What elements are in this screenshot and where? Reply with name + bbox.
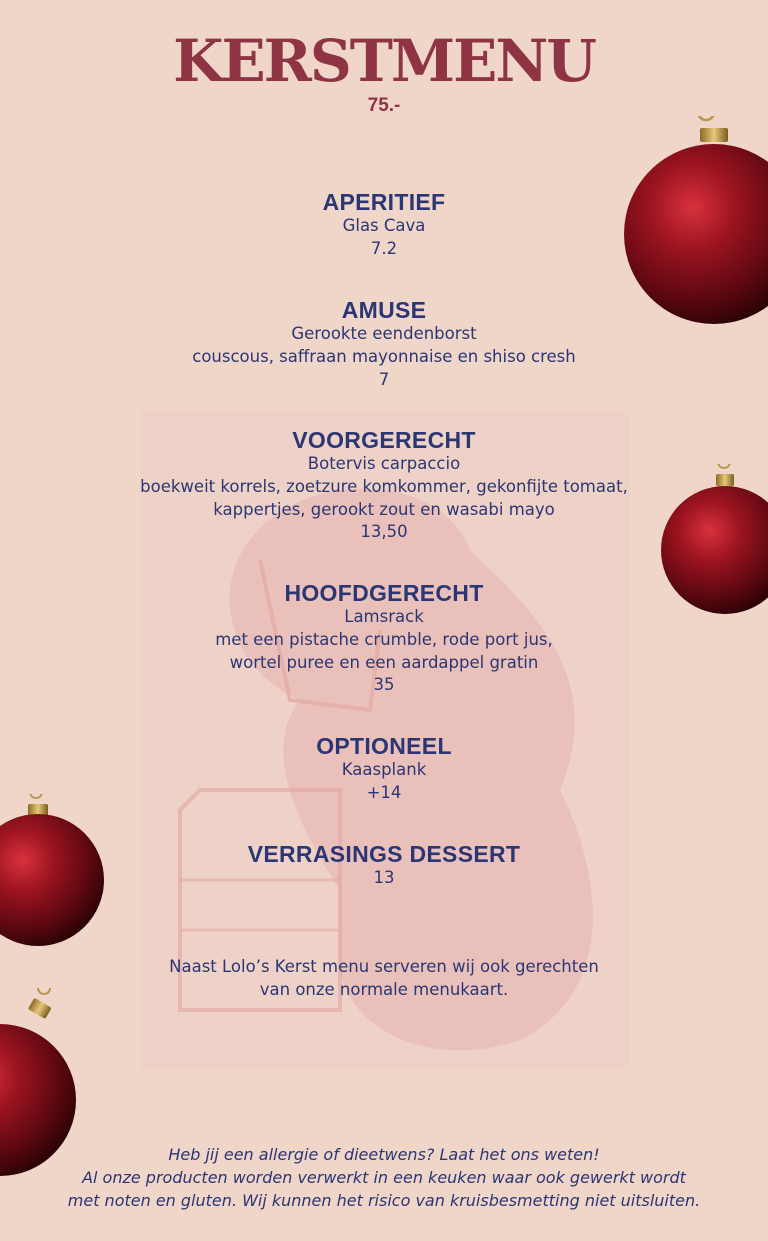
- course-hoofdgerecht: [0, 580, 768, 697]
- menu-price: 75.-: [367, 95, 401, 116]
- allergy-line: Heb jij een allergie of dieetwens? Laat het ons weten!: [168, 1145, 600, 1164]
- course-dish: Glas Cava: [342, 216, 426, 235]
- course-dish: Kaasplank: [341, 760, 427, 779]
- course-heading: VERRASINGS DESSERT: [247, 841, 521, 867]
- course-aperitief: [0, 189, 768, 261]
- course-optioneel: [0, 733, 768, 805]
- course-heading: AMUSE: [341, 297, 427, 323]
- course-dish: Lamsrack: [344, 607, 424, 626]
- course-heading: HOOFDGERECHT: [284, 580, 484, 606]
- course-heading: VOORGERECHT: [292, 427, 476, 453]
- course-price: 7.2: [370, 238, 398, 258]
- course-description: kappertjes, gerookt zout en wasabi mayo: [213, 499, 555, 519]
- allergy-line: Al onze producten worden verwerkt in een keuken waar ook gewerkt wordt: [82, 1168, 686, 1187]
- course-price: 13,50: [360, 522, 408, 542]
- course-price: 7: [378, 369, 390, 389]
- menu-note: [0, 955, 768, 1001]
- note-line: Naast Lolo’s Kerst menu serveren wij ook gerechten: [169, 957, 599, 976]
- course-heading: APERITIEF: [322, 189, 446, 215]
- course-amuse: [0, 297, 768, 391]
- course-price: 35: [373, 675, 395, 695]
- course-heading: OPTIONEEL: [316, 733, 452, 759]
- note-line: van onze normale menukaart.: [259, 980, 509, 999]
- course-price: 13: [373, 868, 395, 887]
- course-dish: Botervis carpaccio: [307, 454, 461, 473]
- course-price: +14: [366, 782, 402, 802]
- allergy-line: met noten en gluten. Wij kunnen het risico van kruisbesmetting niet uitsluiten.: [67, 1191, 701, 1210]
- course-voorgerecht: [0, 427, 768, 544]
- course-description: met een pistache crumble, rode port jus,: [215, 629, 553, 649]
- allergy-notice: [0, 1143, 768, 1212]
- course-dish: Gerookte eendenborst: [291, 324, 477, 343]
- course-description: wortel puree en een aardappel gratin: [229, 652, 539, 672]
- course-description: boekweit korrels, zoetzure komkommer, gekonfijte tomaat,: [140, 476, 628, 496]
- menu-title: KERSTMENU: [173, 27, 595, 95]
- course-description: couscous, saffraan mayonnaise en shiso cresh: [192, 346, 576, 366]
- course-dessert: [0, 841, 768, 890]
